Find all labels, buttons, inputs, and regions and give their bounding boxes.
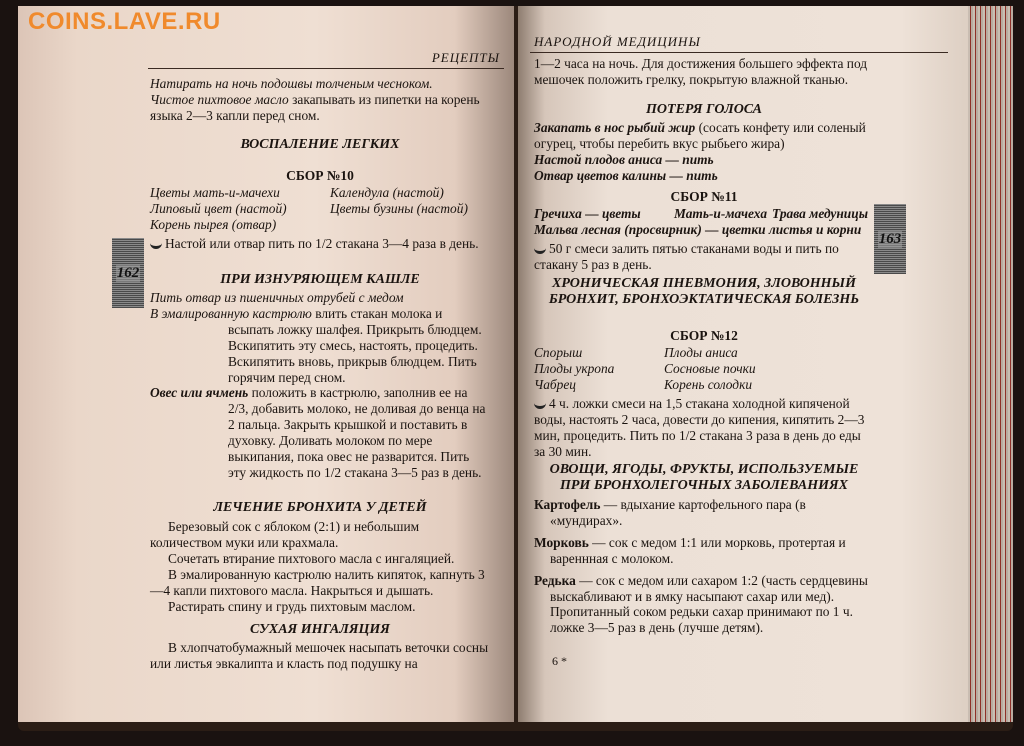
ingredient: Спорыш <box>534 345 583 360</box>
ingredient: Трава медуницы <box>772 206 868 221</box>
page-number-tab <box>112 238 144 308</box>
section-heading: ОВОЩИ, ЯГОДЫ, ФРУКТЫ, ИСПОЛЬЗУЕМЫЕ ПРИ БРОНХОЛЕГОЧНЫХ ЗАБОЛЕВАНИЯХ <box>549 462 859 493</box>
page-edges <box>968 6 1013 722</box>
recipe-line: Настой плодов аниса — пить <box>534 151 714 167</box>
produce-text: — вдыхание картофельного пара (в «мундирах». <box>550 497 806 528</box>
page-number-tab <box>874 204 906 274</box>
cup-icon <box>150 234 162 249</box>
recipe-line: В хлопчатобумажный мешочек насыпать веточки сосны или листья эвкалипта и класть под подушку на <box>150 640 489 671</box>
collection-heading: СБОР №12 <box>670 328 738 343</box>
paragraph <box>150 290 490 481</box>
ingredient-list <box>150 185 510 233</box>
instruction <box>534 238 874 273</box>
recipe-term: В эмалированную кастрюлю <box>150 305 312 321</box>
produce-term: Морковь <box>534 534 589 550</box>
recipe-line: Натирать на ночь подошвы толченым чесноком. <box>150 76 433 91</box>
ingredient: Плоды укропа <box>534 360 615 376</box>
open-book <box>18 6 1013 731</box>
paragraph <box>150 519 490 614</box>
produce-list <box>534 497 874 636</box>
recipe-term: Овес или ячмень <box>150 385 249 401</box>
produce-text: — сок с медом 1:1 или морковь, протертая и вареннная с молоком. <box>550 534 846 566</box>
ingredient-list <box>534 345 844 393</box>
ingredient: Корень пырея (отвар) <box>150 216 277 232</box>
page-number: 162 <box>116 264 140 281</box>
cup-icon <box>534 394 546 409</box>
recipe-line: Растирать спину и грудь пихтовым маслом. <box>168 598 416 614</box>
recipe-line: Березовый сок с яблоком (2:1) и небольшим количеством муки или крахмала. <box>150 519 420 550</box>
produce-term: Редька <box>534 572 576 588</box>
section-heading: ЛЕЧЕНИЕ БРОНХИТА У ДЕТЕЙ <box>213 500 427 515</box>
section-heading: ВОСПАЛЕНИЕ ЛЕГКИХ <box>240 137 400 152</box>
instruction-text: 4 ч. ложки смеси на 1,5 стакана холодной кипяченой воды, настоять 2 часа, довести до кипения, кипятить 2—3 мин, процедить. Пить по 1/2 стакана 3 раза в день до еды за 30 мин. <box>534 396 865 459</box>
recipe-line: Сочетать втирание пихтового масла с ингаляцией. <box>168 550 455 566</box>
ingredient: Календула (настой) <box>330 185 444 200</box>
recipe-text: положить в кастрюлю, заполнив ее на 2/3, добавить молоко, не доливая до венца на 2 пальца. Закрыть крышкой и поставить в духовку. Доливать молоком по мере выкипания, пока овес не разварится. Пить эту жидкость по 1/2 стакана 3—5 раз в день. <box>228 385 486 480</box>
header-rule <box>148 68 504 69</box>
produce-term: Картофель <box>534 497 601 512</box>
right-page <box>518 6 968 722</box>
ingredient: Гречиха — цветы <box>534 206 641 221</box>
section-heading: ХРОНИЧЕСКАЯ ПНЕВМОНИЯ, ЗЛОВОННЫЙ БРОНХИТ, БРОНХОЭКТАТИЧЕСКАЯ БОЛЕЗНЬ <box>548 276 860 307</box>
page-number: 163 <box>878 230 902 247</box>
right-running-header: НАРОДНОЙ МЕДИЦИНЫ <box>534 34 701 49</box>
section-heading: СУХАЯ ИНГАЛЯЦИЯ <box>250 622 390 637</box>
ingredient: Плоды аниса <box>664 345 738 360</box>
paragraph <box>150 76 490 124</box>
instruction <box>534 393 874 460</box>
paragraph: 1—2 часа на ночь. Для достижения большего эффекта под мешочек положить грелку, покрытую влажной тканью. <box>534 56 868 87</box>
left-running-header: РЕЦЕПТЫ <box>431 50 500 65</box>
section-heading: ПРИ ИЗНУРЯЮЩЕМ КАШЛЕ <box>220 272 420 287</box>
signature-mark: 6 * <box>552 654 567 668</box>
recipe-line: В эмалированную кастрюлю налить кипяток, капнуть 3—4 капли пихтового масла. Накрыться и дышать. <box>150 566 485 598</box>
ingredient: Мать-и-мачеха <box>674 206 768 221</box>
cup-icon <box>534 239 546 254</box>
left-page <box>18 6 514 722</box>
watermark: COINS.LAVE.RU <box>28 8 221 35</box>
ingredient: Цветы бузины (настой) <box>330 200 468 216</box>
ingredient: Сосновые почки <box>664 360 756 376</box>
recipe-line: Отвар цветов калины — пить <box>534 167 718 183</box>
ingredient: Липовый цвет (настой) <box>150 200 287 216</box>
collection-heading: СБОР №10 <box>286 168 354 183</box>
ingredient-list <box>534 206 868 238</box>
paragraph <box>534 120 874 184</box>
recipe-text: (сосать конфету или соленый огурец, чтобы перебить вкус рыбьего жира) <box>534 120 866 151</box>
produce-text: — сок с медом или сахаром 1:2 (часть сердцевины выскабливают и в ямку насыпают сахар или мед). Пропитанный соком редьки сахар принимают по 1 ч. ложке 3—5 раз в день (лучше детям). <box>550 572 868 636</box>
paragraph <box>150 640 490 672</box>
recipe-text: влить стакан молока и всыпать ложку шалфея. Прикрыть блюдцем. Вскипятить эту смесь, настоять, процедить. Вскипятить вновь, прикрыв блюдцем. Пить горячим перед сном. <box>228 305 482 385</box>
section-heading: ПОТЕРЯ ГОЛОСА <box>646 102 762 117</box>
collection-heading: СБОР №11 <box>670 189 738 204</box>
recipe-term: Чистое пихтовое масло <box>150 91 289 107</box>
ingredient: Корень солодки <box>664 376 753 392</box>
recipe-line: Пить отвар из пшеничных отрубей с медом <box>150 290 404 305</box>
header-rule <box>530 52 948 53</box>
instruction <box>150 233 490 252</box>
recipe-text: закапывать из пипетки на корень языка 2—3 капли перед сном. <box>150 91 480 123</box>
ingredient: Мальва лесная (просвирник) — цветки листья и корни <box>534 221 862 237</box>
ingredient: Цветы мать-и-мачехи <box>150 185 280 200</box>
ingredient: Чабрец <box>534 376 576 392</box>
instruction-text: Настой или отвар пить по 1/2 стакана 3—4 раза в день. <box>165 236 479 251</box>
instruction-text: 50 г смеси залить пятью стаканами воды и пить по стакану 5 раз в день. <box>534 241 839 272</box>
recipe-term: Закапать в нос рыбий жир <box>534 120 696 135</box>
